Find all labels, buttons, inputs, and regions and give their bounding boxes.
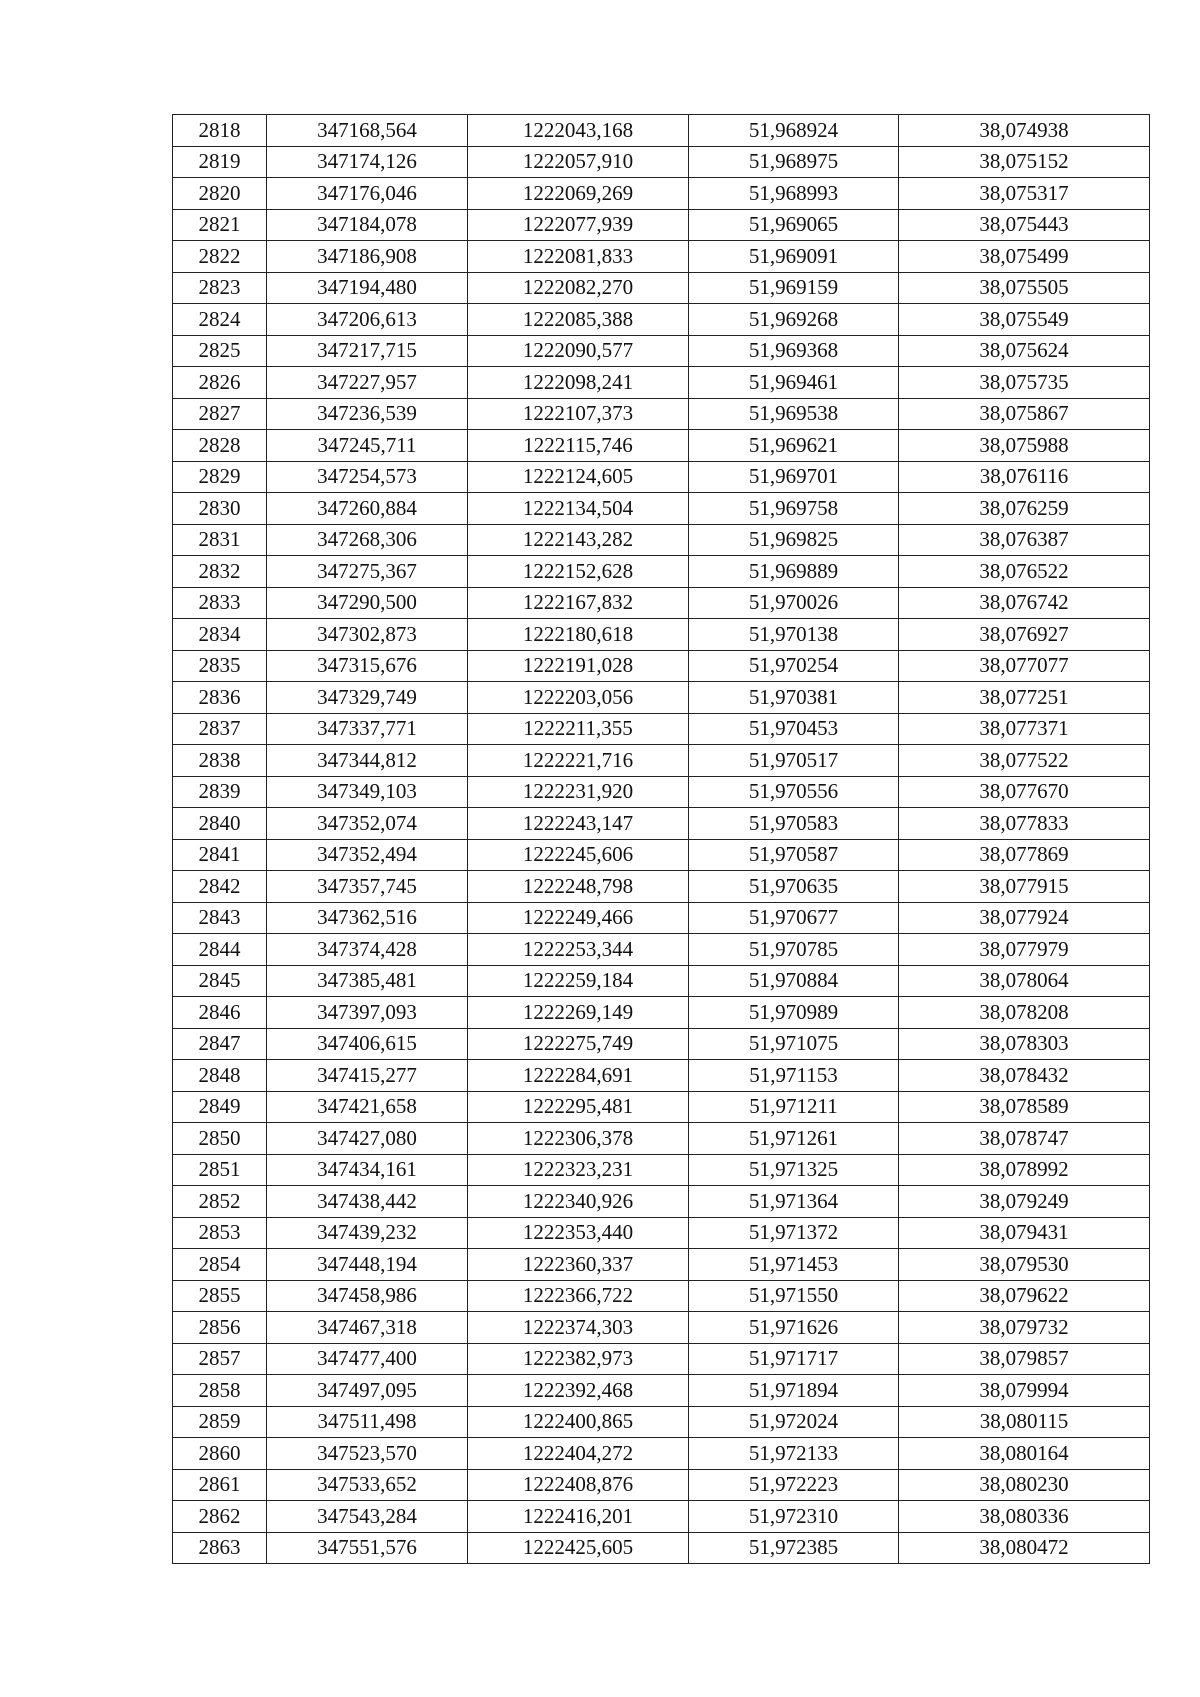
latitude-cell: 51,969368	[689, 335, 899, 367]
point-number-cell: 2858	[173, 1375, 267, 1407]
y-coordinate-cell: 1222057,910	[468, 146, 689, 178]
latitude-cell: 51,970254	[689, 650, 899, 682]
x-coordinate-cell: 347245,711	[267, 430, 468, 462]
table-row	[173, 1186, 1150, 1218]
x-coordinate-cell: 347397,093	[267, 997, 468, 1029]
x-coordinate-cell: 347439,232	[267, 1217, 468, 1249]
y-coordinate-cell: 1222082,270	[468, 272, 689, 304]
x-coordinate-cell: 347302,873	[267, 619, 468, 651]
table-row	[173, 1375, 1150, 1407]
longitude-cell: 38,080230	[899, 1469, 1150, 1501]
longitude-cell: 38,075505	[899, 272, 1150, 304]
y-coordinate-cell: 1222374,303	[468, 1312, 689, 1344]
longitude-cell: 38,075152	[899, 146, 1150, 178]
longitude-cell: 38,076927	[899, 619, 1150, 651]
point-number-cell: 2829	[173, 461, 267, 493]
x-coordinate-cell: 347421,658	[267, 1091, 468, 1123]
table-row	[173, 493, 1150, 525]
x-coordinate-cell: 347511,498	[267, 1406, 468, 1438]
longitude-cell: 38,075735	[899, 367, 1150, 399]
point-number-cell: 2861	[173, 1469, 267, 1501]
latitude-cell: 51,971894	[689, 1375, 899, 1407]
longitude-cell: 38,079249	[899, 1186, 1150, 1218]
latitude-cell: 51,969758	[689, 493, 899, 525]
longitude-cell: 38,074938	[899, 115, 1150, 147]
y-coordinate-cell: 1222253,344	[468, 934, 689, 966]
y-coordinate-cell: 1222295,481	[468, 1091, 689, 1123]
table-row	[173, 272, 1150, 304]
y-coordinate-cell: 1222191,028	[468, 650, 689, 682]
table-row	[173, 556, 1150, 588]
longitude-cell: 38,077869	[899, 839, 1150, 871]
x-coordinate-cell: 347227,957	[267, 367, 468, 399]
longitude-cell: 38,078589	[899, 1091, 1150, 1123]
table-row	[173, 1532, 1150, 1564]
longitude-cell: 38,077924	[899, 902, 1150, 934]
point-number-cell: 2844	[173, 934, 267, 966]
point-number-cell: 2860	[173, 1438, 267, 1470]
y-coordinate-cell: 1222392,468	[468, 1375, 689, 1407]
y-coordinate-cell: 1222077,939	[468, 209, 689, 241]
point-number-cell: 2823	[173, 272, 267, 304]
y-coordinate-cell: 1222360,337	[468, 1249, 689, 1281]
latitude-cell: 51,969889	[689, 556, 899, 588]
y-coordinate-cell: 1222323,231	[468, 1154, 689, 1186]
point-number-cell: 2845	[173, 965, 267, 997]
latitude-cell: 51,968993	[689, 178, 899, 210]
latitude-cell: 51,972310	[689, 1501, 899, 1533]
latitude-cell: 51,970517	[689, 745, 899, 777]
point-number-cell: 2819	[173, 146, 267, 178]
x-coordinate-cell: 347551,576	[267, 1532, 468, 1564]
latitude-cell: 51,968924	[689, 115, 899, 147]
table-row	[173, 808, 1150, 840]
y-coordinate-cell: 1222043,168	[468, 115, 689, 147]
y-coordinate-cell: 1222231,920	[468, 776, 689, 808]
latitude-cell: 51,971325	[689, 1154, 899, 1186]
table-row	[173, 1280, 1150, 1312]
longitude-cell: 38,075317	[899, 178, 1150, 210]
y-coordinate-cell: 1222143,282	[468, 524, 689, 556]
table-row	[173, 1028, 1150, 1060]
latitude-cell: 51,971075	[689, 1028, 899, 1060]
longitude-cell: 38,079530	[899, 1249, 1150, 1281]
x-coordinate-cell: 347438,442	[267, 1186, 468, 1218]
point-number-cell: 2839	[173, 776, 267, 808]
point-number-cell: 2856	[173, 1312, 267, 1344]
y-coordinate-cell: 1222353,440	[468, 1217, 689, 1249]
latitude-cell: 51,970785	[689, 934, 899, 966]
point-number-cell: 2825	[173, 335, 267, 367]
point-number-cell: 2830	[173, 493, 267, 525]
point-number-cell: 2841	[173, 839, 267, 871]
longitude-cell: 38,080336	[899, 1501, 1150, 1533]
table-row	[173, 745, 1150, 777]
latitude-cell: 51,969091	[689, 241, 899, 273]
latitude-cell: 51,971453	[689, 1249, 899, 1281]
longitude-cell: 38,078432	[899, 1060, 1150, 1092]
latitude-cell: 51,971717	[689, 1343, 899, 1375]
y-coordinate-cell: 1222221,716	[468, 745, 689, 777]
latitude-cell: 51,969065	[689, 209, 899, 241]
latitude-cell: 51,969621	[689, 430, 899, 462]
x-coordinate-cell: 347427,080	[267, 1123, 468, 1155]
y-coordinate-cell: 1222259,184	[468, 965, 689, 997]
point-number-cell: 2818	[173, 115, 267, 147]
table-row	[173, 965, 1150, 997]
x-coordinate-cell: 347406,615	[267, 1028, 468, 1060]
y-coordinate-cell: 1222408,876	[468, 1469, 689, 1501]
x-coordinate-cell: 347290,500	[267, 587, 468, 619]
longitude-cell: 38,079431	[899, 1217, 1150, 1249]
latitude-cell: 51,971211	[689, 1091, 899, 1123]
table-row	[173, 934, 1150, 966]
x-coordinate-cell: 347477,400	[267, 1343, 468, 1375]
table-row	[173, 713, 1150, 745]
point-number-cell: 2832	[173, 556, 267, 588]
point-number-cell: 2849	[173, 1091, 267, 1123]
longitude-cell: 38,075443	[899, 209, 1150, 241]
table-row	[173, 776, 1150, 808]
y-coordinate-cell: 1222115,746	[468, 430, 689, 462]
y-coordinate-cell: 1222306,378	[468, 1123, 689, 1155]
coordinates-table	[172, 114, 1150, 1564]
latitude-cell: 51,968975	[689, 146, 899, 178]
y-coordinate-cell: 1222249,466	[468, 902, 689, 934]
latitude-cell: 51,971153	[689, 1060, 899, 1092]
longitude-cell: 38,075988	[899, 430, 1150, 462]
latitude-cell: 51,971372	[689, 1217, 899, 1249]
latitude-cell: 51,970989	[689, 997, 899, 1029]
longitude-cell: 38,077670	[899, 776, 1150, 808]
x-coordinate-cell: 347543,284	[267, 1501, 468, 1533]
point-number-cell: 2846	[173, 997, 267, 1029]
table-row	[173, 587, 1150, 619]
longitude-cell: 38,077371	[899, 713, 1150, 745]
table-row	[173, 1406, 1150, 1438]
longitude-cell: 38,076116	[899, 461, 1150, 493]
table-row	[173, 115, 1150, 147]
point-number-cell: 2826	[173, 367, 267, 399]
x-coordinate-cell: 347236,539	[267, 398, 468, 430]
y-coordinate-cell: 1222090,577	[468, 335, 689, 367]
table-row	[173, 997, 1150, 1029]
point-number-cell: 2834	[173, 619, 267, 651]
point-number-cell: 2843	[173, 902, 267, 934]
longitude-cell: 38,075624	[899, 335, 1150, 367]
latitude-cell: 51,972223	[689, 1469, 899, 1501]
latitude-cell: 51,970587	[689, 839, 899, 871]
x-coordinate-cell: 347415,277	[267, 1060, 468, 1092]
longitude-cell: 38,075499	[899, 241, 1150, 273]
table-row	[173, 146, 1150, 178]
latitude-cell: 51,969461	[689, 367, 899, 399]
table-row	[173, 335, 1150, 367]
x-coordinate-cell: 347352,494	[267, 839, 468, 871]
x-coordinate-cell: 347254,573	[267, 461, 468, 493]
table-row	[173, 1154, 1150, 1186]
point-number-cell: 2848	[173, 1060, 267, 1092]
y-coordinate-cell: 1222269,149	[468, 997, 689, 1029]
x-coordinate-cell: 347194,480	[267, 272, 468, 304]
latitude-cell: 51,972024	[689, 1406, 899, 1438]
table-row	[173, 430, 1150, 462]
point-number-cell: 2851	[173, 1154, 267, 1186]
latitude-cell: 51,970884	[689, 965, 899, 997]
x-coordinate-cell: 347176,046	[267, 178, 468, 210]
x-coordinate-cell: 347337,771	[267, 713, 468, 745]
longitude-cell: 38,077522	[899, 745, 1150, 777]
longitude-cell: 38,079622	[899, 1280, 1150, 1312]
x-coordinate-cell: 347329,749	[267, 682, 468, 714]
latitude-cell: 51,969825	[689, 524, 899, 556]
point-number-cell: 2854	[173, 1249, 267, 1281]
y-coordinate-cell: 1222085,388	[468, 304, 689, 336]
y-coordinate-cell: 1222400,865	[468, 1406, 689, 1438]
longitude-cell: 38,079732	[899, 1312, 1150, 1344]
x-coordinate-cell: 347497,095	[267, 1375, 468, 1407]
x-coordinate-cell: 347467,318	[267, 1312, 468, 1344]
table-row	[173, 839, 1150, 871]
table-row	[173, 367, 1150, 399]
point-number-cell: 2863	[173, 1532, 267, 1564]
point-number-cell: 2821	[173, 209, 267, 241]
y-coordinate-cell: 1222211,355	[468, 713, 689, 745]
latitude-cell: 51,971364	[689, 1186, 899, 1218]
y-coordinate-cell: 1222366,722	[468, 1280, 689, 1312]
latitude-cell: 51,971626	[689, 1312, 899, 1344]
longitude-cell: 38,077979	[899, 934, 1150, 966]
coordinates-table-body	[173, 115, 1150, 1564]
latitude-cell: 51,970635	[689, 871, 899, 903]
latitude-cell: 51,972385	[689, 1532, 899, 1564]
longitude-cell: 38,076259	[899, 493, 1150, 525]
latitude-cell: 51,972133	[689, 1438, 899, 1470]
table-row	[173, 871, 1150, 903]
y-coordinate-cell: 1222167,832	[468, 587, 689, 619]
longitude-cell: 38,078992	[899, 1154, 1150, 1186]
point-number-cell: 2842	[173, 871, 267, 903]
point-number-cell: 2831	[173, 524, 267, 556]
point-number-cell: 2855	[173, 1280, 267, 1312]
table-row	[173, 902, 1150, 934]
y-coordinate-cell: 1222275,749	[468, 1028, 689, 1060]
x-coordinate-cell: 347268,306	[267, 524, 468, 556]
x-coordinate-cell: 347349,103	[267, 776, 468, 808]
x-coordinate-cell: 347217,715	[267, 335, 468, 367]
y-coordinate-cell: 1222425,605	[468, 1532, 689, 1564]
longitude-cell: 38,075549	[899, 304, 1150, 336]
y-coordinate-cell: 1222245,606	[468, 839, 689, 871]
longitude-cell: 38,080164	[899, 1438, 1150, 1470]
x-coordinate-cell: 347533,652	[267, 1469, 468, 1501]
latitude-cell: 51,969268	[689, 304, 899, 336]
table-row	[173, 1312, 1150, 1344]
table-row	[173, 682, 1150, 714]
longitude-cell: 38,077077	[899, 650, 1150, 682]
longitude-cell: 38,077251	[899, 682, 1150, 714]
table-row	[173, 1217, 1150, 1249]
x-coordinate-cell: 347344,812	[267, 745, 468, 777]
x-coordinate-cell: 347315,676	[267, 650, 468, 682]
x-coordinate-cell: 347260,884	[267, 493, 468, 525]
latitude-cell: 51,970677	[689, 902, 899, 934]
y-coordinate-cell: 1222382,973	[468, 1343, 689, 1375]
y-coordinate-cell: 1222098,241	[468, 367, 689, 399]
table-row	[173, 1091, 1150, 1123]
x-coordinate-cell: 347362,516	[267, 902, 468, 934]
table-row	[173, 1249, 1150, 1281]
table-row	[173, 524, 1150, 556]
longitude-cell: 38,076387	[899, 524, 1150, 556]
x-coordinate-cell: 347184,078	[267, 209, 468, 241]
table-row	[173, 209, 1150, 241]
table-row	[173, 304, 1150, 336]
point-number-cell: 2847	[173, 1028, 267, 1060]
longitude-cell: 38,078208	[899, 997, 1150, 1029]
table-row	[173, 1469, 1150, 1501]
latitude-cell: 51,971261	[689, 1123, 899, 1155]
point-number-cell: 2840	[173, 808, 267, 840]
x-coordinate-cell: 347352,074	[267, 808, 468, 840]
longitude-cell: 38,078747	[899, 1123, 1150, 1155]
longitude-cell: 38,078064	[899, 965, 1150, 997]
longitude-cell: 38,079994	[899, 1375, 1150, 1407]
table-row	[173, 1501, 1150, 1533]
point-number-cell: 2850	[173, 1123, 267, 1155]
x-coordinate-cell: 347275,367	[267, 556, 468, 588]
latitude-cell: 51,969159	[689, 272, 899, 304]
x-coordinate-cell: 347448,194	[267, 1249, 468, 1281]
latitude-cell: 51,970583	[689, 808, 899, 840]
point-number-cell: 2857	[173, 1343, 267, 1375]
point-number-cell: 2836	[173, 682, 267, 714]
point-number-cell: 2838	[173, 745, 267, 777]
y-coordinate-cell: 1222284,691	[468, 1060, 689, 1092]
x-coordinate-cell: 347374,428	[267, 934, 468, 966]
point-number-cell: 2852	[173, 1186, 267, 1218]
latitude-cell: 51,970453	[689, 713, 899, 745]
latitude-cell: 51,970026	[689, 587, 899, 619]
latitude-cell: 51,971550	[689, 1280, 899, 1312]
longitude-cell: 38,077833	[899, 808, 1150, 840]
longitude-cell: 38,078303	[899, 1028, 1150, 1060]
longitude-cell: 38,079857	[899, 1343, 1150, 1375]
latitude-cell: 51,970381	[689, 682, 899, 714]
table-row	[173, 178, 1150, 210]
longitude-cell: 38,076742	[899, 587, 1150, 619]
x-coordinate-cell: 347385,481	[267, 965, 468, 997]
table-row	[173, 1060, 1150, 1092]
table-row	[173, 619, 1150, 651]
x-coordinate-cell: 347357,745	[267, 871, 468, 903]
table-row	[173, 461, 1150, 493]
point-number-cell: 2862	[173, 1501, 267, 1533]
y-coordinate-cell: 1222404,272	[468, 1438, 689, 1470]
x-coordinate-cell: 347523,570	[267, 1438, 468, 1470]
latitude-cell: 51,969538	[689, 398, 899, 430]
point-number-cell: 2820	[173, 178, 267, 210]
y-coordinate-cell: 1222243,147	[468, 808, 689, 840]
longitude-cell: 38,080472	[899, 1532, 1150, 1564]
x-coordinate-cell: 347168,564	[267, 115, 468, 147]
latitude-cell: 51,970556	[689, 776, 899, 808]
y-coordinate-cell: 1222180,618	[468, 619, 689, 651]
longitude-cell: 38,080115	[899, 1406, 1150, 1438]
y-coordinate-cell: 1222124,605	[468, 461, 689, 493]
table-row	[173, 1123, 1150, 1155]
y-coordinate-cell: 1222152,628	[468, 556, 689, 588]
point-number-cell: 2827	[173, 398, 267, 430]
point-number-cell: 2853	[173, 1217, 267, 1249]
y-coordinate-cell: 1222069,269	[468, 178, 689, 210]
longitude-cell: 38,077915	[899, 871, 1150, 903]
x-coordinate-cell: 347174,126	[267, 146, 468, 178]
y-coordinate-cell: 1222081,833	[468, 241, 689, 273]
point-number-cell: 2828	[173, 430, 267, 462]
y-coordinate-cell: 1222107,373	[468, 398, 689, 430]
longitude-cell: 38,076522	[899, 556, 1150, 588]
table-row	[173, 1343, 1150, 1375]
longitude-cell: 38,075867	[899, 398, 1150, 430]
y-coordinate-cell: 1222248,798	[468, 871, 689, 903]
y-coordinate-cell: 1222134,504	[468, 493, 689, 525]
y-coordinate-cell: 1222340,926	[468, 1186, 689, 1218]
latitude-cell: 51,970138	[689, 619, 899, 651]
table-row	[173, 241, 1150, 273]
table-row	[173, 650, 1150, 682]
y-coordinate-cell: 1222416,201	[468, 1501, 689, 1533]
y-coordinate-cell: 1222203,056	[468, 682, 689, 714]
table-row	[173, 398, 1150, 430]
latitude-cell: 51,969701	[689, 461, 899, 493]
point-number-cell: 2833	[173, 587, 267, 619]
point-number-cell: 2859	[173, 1406, 267, 1438]
x-coordinate-cell: 347458,986	[267, 1280, 468, 1312]
x-coordinate-cell: 347206,613	[267, 304, 468, 336]
point-number-cell: 2824	[173, 304, 267, 336]
point-number-cell: 2837	[173, 713, 267, 745]
x-coordinate-cell: 347434,161	[267, 1154, 468, 1186]
point-number-cell: 2822	[173, 241, 267, 273]
table-row	[173, 1438, 1150, 1470]
point-number-cell: 2835	[173, 650, 267, 682]
x-coordinate-cell: 347186,908	[267, 241, 468, 273]
